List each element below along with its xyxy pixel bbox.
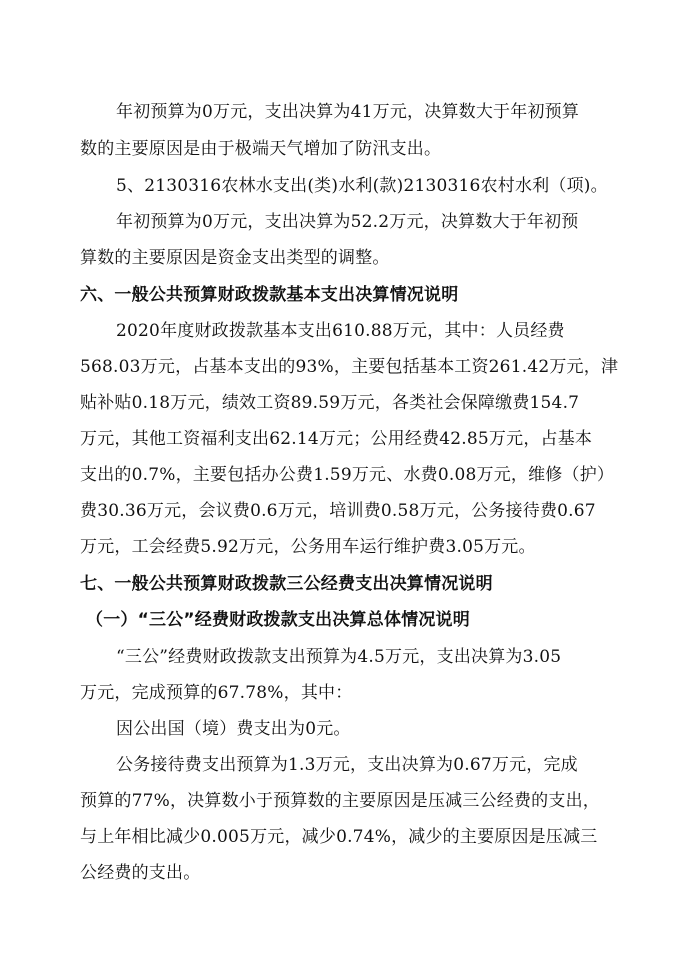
paragraph-line: 568.03万元，占基本支出的93%，主要包括基本工资261.42万元，津 xyxy=(80,357,619,377)
paragraph-line: 年初预算为0万元，支出决算为52.2万元，决算数大于年初预 xyxy=(116,212,579,232)
paragraph-line: 万元，完成预算的67.78%，其中： xyxy=(80,683,353,703)
section-heading: 七、一般公共预算财政拨款三公经费支出决算情况说明 xyxy=(80,574,493,594)
subsection-heading: （一）“三公”经费财政拨款支出决算总体情况说明 xyxy=(86,610,470,630)
paragraph-line: 数的主要原因是由于极端天气增加了防汛支出。 xyxy=(80,139,442,159)
paragraph-line: 2020年度财政拨款基本支出610.88万元，其中：人员经费 xyxy=(116,321,565,341)
paragraph-line: “三公”经费财政拨款支出预算为4.5万元，支出决算为3.05 xyxy=(116,647,562,667)
paragraph-line: 公务接待费支出预算为1.3万元，支出决算为0.67万元，完成 xyxy=(116,755,578,775)
paragraph-line: 万元，工会经费5.92万元，公务用车运行维护费3.05万元。 xyxy=(80,537,536,557)
paragraph-line: 万元，其他工资福利支出62.14万元；公用经费42.85万元，占基本 xyxy=(80,429,593,449)
paragraph-line: 算数的主要原因是资金支出类型的调整。 xyxy=(80,248,390,268)
paragraph-line: 与上年相比减少0.005万元，减少0.74%，减少的主要原因是压减三 xyxy=(80,827,598,847)
paragraph-line: 5、2130316农林水支出(类)水利(款)2130316农村水利（项)。 xyxy=(116,176,608,196)
paragraph-line: 因公出国（境）费支出为0元。 xyxy=(116,719,351,739)
section-heading: 六、一般公共预算财政拨款基本支出决算情况说明 xyxy=(80,285,459,305)
paragraph-line: 费30.36万元，会议费0.6万元，培训费0.58万元，公务接待费0.67 xyxy=(80,501,596,521)
paragraph-line: 贴补贴0.18万元，绩效工资89.59万元，各类社会保障缴费154.7 xyxy=(80,393,580,413)
paragraph-line: 预算的77%，决算数小于预算数的主要原因是压减三公经费的支出， xyxy=(80,791,600,811)
paragraph-line: 支出的0.7%，主要包括办公费1.59万元、水费0.08万元，维修（护） xyxy=(80,465,615,485)
paragraph-line: 年初预算为0万元，支出决算为41万元，决算数大于年初预算 xyxy=(116,102,580,122)
paragraph-line: 公经费的支出。 xyxy=(80,863,201,883)
